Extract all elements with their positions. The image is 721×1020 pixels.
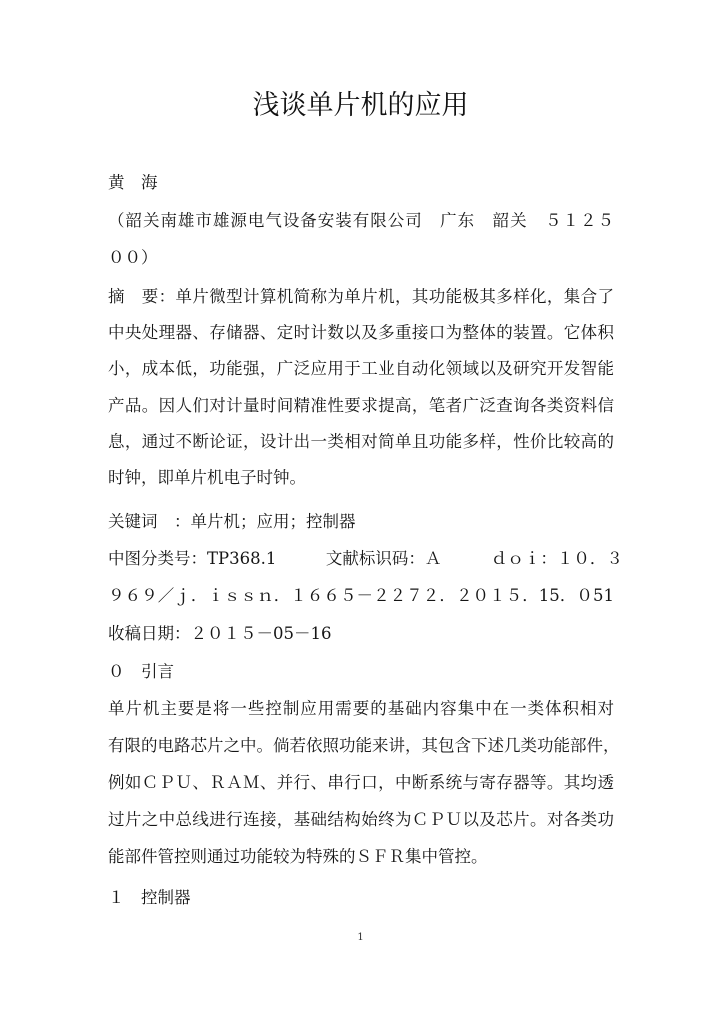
received-date: 收稿日期：２０１５－05－16 (108, 624, 332, 643)
affiliation-line-1: （韶关南雄市雄源电气设备安装有限公司 广东 韶关 ５１２５ (108, 211, 614, 230)
author-name: 黄 海 (108, 173, 158, 192)
abstract-line-6: 时钟，即单片机电子时钟。 (108, 468, 306, 487)
section-0-line-5: 能部件管控则通过功能较为特殊的ＳＦＲ集中管控。 (108, 847, 488, 866)
document-title: 浅谈单片机的应用 (252, 90, 469, 121)
abstract-line-4: 产品。因人们对计量时间精准性要求提高，笔者广泛查询各类资料信 (108, 396, 614, 415)
abstract-line-1: 摘 要：单片微型计算机简称为单片机，其功能极其多样化，集合了 (108, 287, 614, 306)
section-0-heading: ０ 引言 (108, 662, 174, 681)
section-1-heading: １ 控制器 (108, 888, 191, 907)
section-0-line-2: 有限的电路芯片之中。倘若依照功能来讲，其包含下述几类功能部件， (108, 736, 620, 755)
keywords: 关键词 ：单片机；应用；控制器 (108, 512, 356, 531)
section-0-line-3: 例如ＣＰＵ、ＲＡＭ、并行、串行口，中断系统与寄存器等。其均透 (108, 773, 614, 792)
classification-line-2: ９６９／ｊ．ｉｓｓｎ．１６６５－２２７２．２０１５．15．０51 (108, 586, 614, 605)
abstract-line-2: 中央处理器、存储器、定时计数以及多重接口为整体的装置。它体积 (108, 323, 614, 342)
classification-line-1: 中图分类号：TP368.1 文献标识码：Ａ ｄｏｉ：１０．３ (108, 549, 623, 568)
section-0-line-4: 过片之中总线进行连接，基础结构始终为ＣＰＵ以及芯片。对各类功 (108, 810, 614, 829)
abstract-line-3: 小，成本低，功能强，广泛应用于工业自动化领域以及研究开发智能 (108, 359, 614, 378)
page-number: 1 (357, 932, 364, 943)
section-0-line-1: 单片机主要是将一些控制应用需要的基础内容集中在一类体积相对 (108, 699, 614, 718)
abstract-line-5: 息，通过不断论证，设计出一类相对简单且功能多样，性价比较高的 (108, 432, 614, 451)
affiliation-line-2: ００） (108, 248, 158, 267)
